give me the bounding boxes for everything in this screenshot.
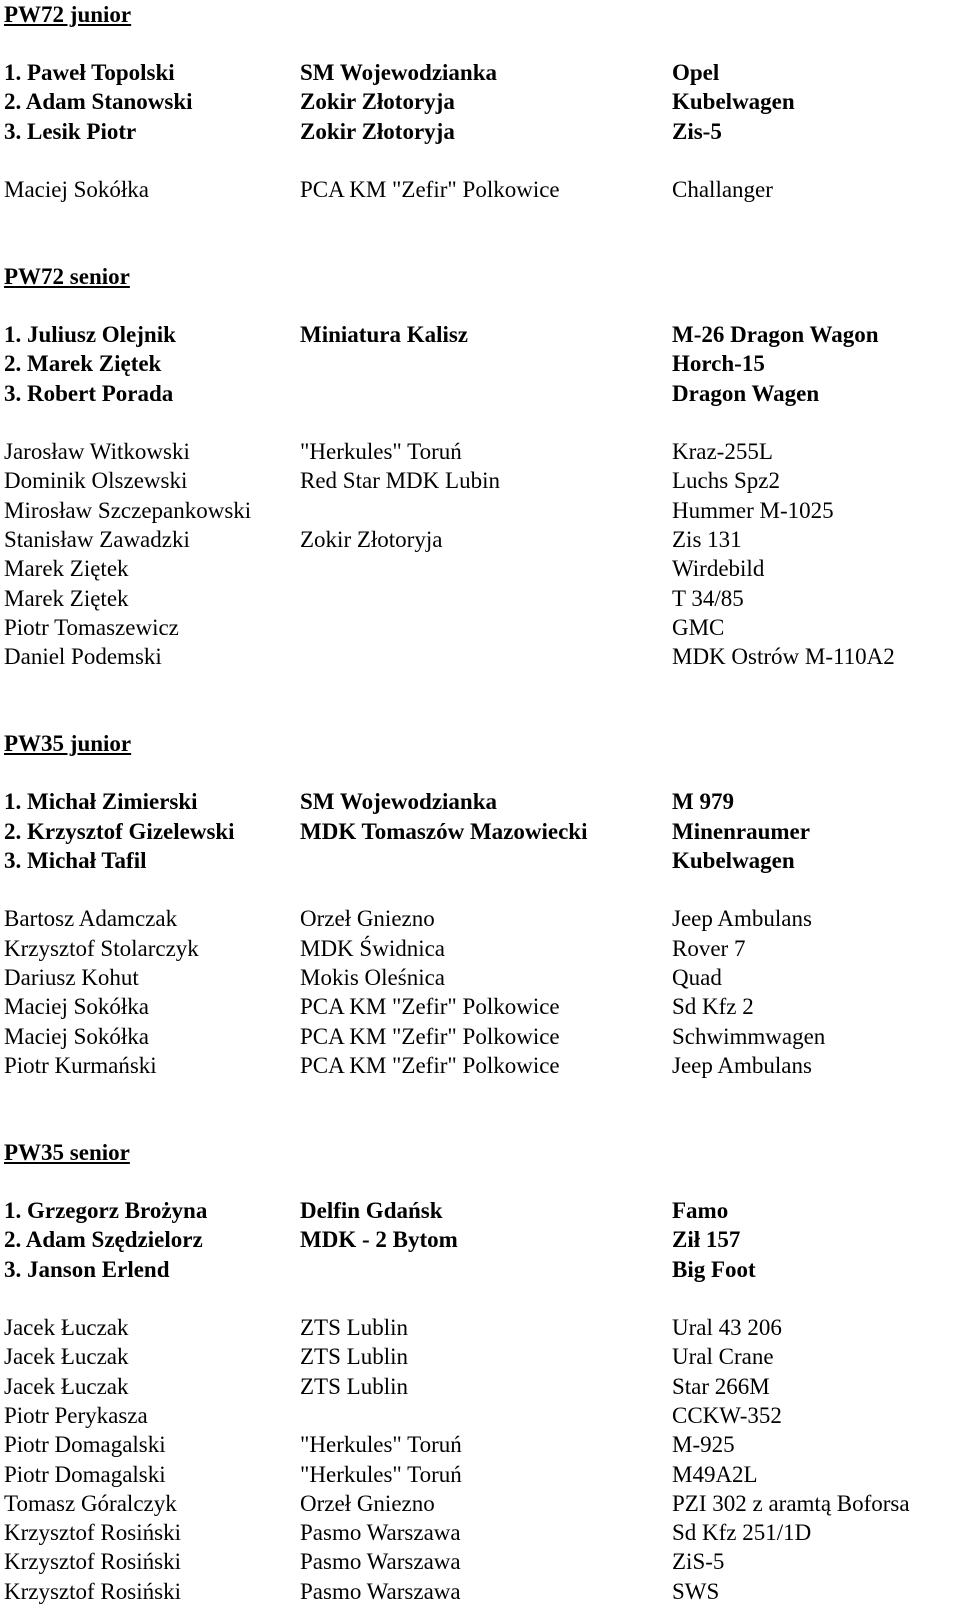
- category-heading: PW35 senior: [4, 1140, 130, 1166]
- winner-row: [0, 787, 960, 816]
- participant-name: Jacek Łuczak: [4, 1373, 129, 1399]
- model-name: CCKW-352: [672, 1402, 782, 1428]
- entry-row: [0, 613, 960, 642]
- model-name: ZiS-5: [672, 1549, 725, 1575]
- model-name: M-26 Dragon Wagon: [672, 322, 879, 348]
- model-name: Horch-15: [672, 351, 765, 377]
- model-name: M-925: [672, 1432, 735, 1458]
- participant-name: Jacek Łuczak: [4, 1315, 129, 1341]
- model-name: Opel: [672, 60, 720, 85]
- spacer: [0, 875, 960, 904]
- participant-name: Jarosław Witkowski: [4, 439, 190, 465]
- winner-row: [0, 87, 960, 116]
- club-name: PCA KM "Zefir" Polkowice: [300, 1023, 560, 1049]
- spacer: [0, 1167, 960, 1196]
- club-name: Pasmo Warszawa: [300, 1520, 461, 1546]
- club-name: MDK Świdnica: [300, 935, 446, 961]
- model-name: Zis-5: [672, 118, 722, 144]
- club-name: "Herkules" Toruń: [300, 439, 462, 465]
- participant-name: Krzysztof Rosiński: [4, 1520, 181, 1546]
- entry-row: [0, 904, 960, 933]
- entry-row: [0, 1577, 960, 1606]
- model-name: SWS: [672, 1578, 720, 1604]
- club-name: ZTS Lublin: [300, 1344, 408, 1370]
- model-name: PZI 302 z aramtą Boforsa: [672, 1490, 910, 1516]
- participant-name: Bartosz Adamczak: [4, 906, 178, 932]
- model-name: Star 266M: [672, 1373, 770, 1399]
- spacer: [0, 291, 960, 320]
- entry-row: [0, 1342, 960, 1371]
- model-name: Big Foot: [672, 1256, 756, 1282]
- model-name: Wirdebild: [672, 556, 765, 582]
- participant-name: 2. Adam Szędzielorz: [4, 1227, 203, 1253]
- category-heading: PW35 junior: [4, 731, 132, 757]
- winner-row: [0, 117, 960, 146]
- entry-row: [0, 584, 960, 613]
- entry-row: [0, 642, 960, 671]
- entry-row: [0, 554, 960, 583]
- entry-row: [0, 175, 960, 204]
- model-name: Sd Kfz 2: [672, 994, 754, 1020]
- club-name: SM Wojewodzianka: [300, 60, 498, 85]
- entry-row: [0, 1460, 960, 1489]
- model-name: Sd Kfz 251/1D: [672, 1520, 812, 1546]
- participant-name: Stanisław Zawadzki: [4, 526, 190, 552]
- participant-name: 2. Adam Stanowski: [4, 89, 193, 115]
- entry-row: [0, 1022, 960, 1051]
- participant-name: 1. Grzegorz Brożyna: [4, 1198, 208, 1224]
- club-name: MDK - 2 Bytom: [300, 1227, 458, 1253]
- spacer: [0, 29, 960, 58]
- participant-name: Krzysztof Rosiński: [4, 1578, 181, 1604]
- club-name: "Herkules" Toruń: [300, 1432, 462, 1458]
- participant-name: Piotr Domagalski: [4, 1432, 166, 1458]
- spacer: [0, 146, 960, 175]
- participant-name: 3. Robert Porada: [4, 380, 174, 406]
- club-name: Delfin Gdańsk: [300, 1198, 443, 1224]
- winner-row: [0, 379, 960, 408]
- entry-row: [0, 1313, 960, 1342]
- participant-name: Marek Ziętek: [4, 556, 129, 582]
- winner-row: [0, 1196, 960, 1225]
- model-name: Quad: [672, 964, 722, 990]
- entry-row: [0, 1051, 960, 1080]
- model-name: Kraz-255L: [672, 439, 773, 465]
- model-name: T 34/85: [672, 585, 744, 611]
- winner-row: [0, 320, 960, 349]
- category-section: [0, 729, 960, 1138]
- club-name: SM Wojewodzianka: [300, 789, 498, 815]
- participant-name: Dominik Olszewski: [4, 468, 188, 494]
- entry-row: [0, 525, 960, 554]
- model-name: Hummer M-1025: [672, 497, 834, 523]
- participant-name: Piotr Tomaszewicz: [4, 614, 179, 640]
- club-name: Orzeł Gniezno: [300, 906, 435, 932]
- model-name: Dragon Wagen: [672, 380, 820, 406]
- winner-row: [0, 817, 960, 846]
- spacer: [0, 1284, 960, 1313]
- participant-name: Daniel Podemski: [4, 644, 162, 670]
- entry-row: [0, 496, 960, 525]
- club-name: Zokir Złotoryja: [300, 89, 455, 115]
- winner-row: [0, 1225, 960, 1254]
- participant-name: Maciej Sokółka: [4, 1023, 149, 1049]
- club-name: PCA KM "Zefir" Polkowice: [300, 994, 560, 1020]
- participant-name: Maciej Sokółka: [4, 994, 149, 1020]
- category-section: [0, 262, 960, 729]
- participant-name: Maciej Sokółka: [4, 176, 149, 202]
- club-name: Mokis Oleśnica: [300, 964, 446, 990]
- winner-row: [0, 58, 960, 87]
- participant-name: 2. Krzysztof Gizelewski: [4, 818, 235, 844]
- winner-row: [0, 349, 960, 378]
- entry-row: [0, 934, 960, 963]
- club-name: Pasmo Warszawa: [300, 1549, 461, 1575]
- spacer: [0, 758, 960, 787]
- spacer: [0, 408, 960, 437]
- model-name: Challanger: [672, 176, 773, 202]
- participant-name: Krzysztof Stolarczyk: [4, 935, 199, 961]
- model-name: Rover 7: [672, 935, 746, 961]
- model-name: Jeep Ambulans: [672, 1052, 812, 1078]
- entry-row: [0, 992, 960, 1021]
- participant-name: 1. Michał Zimierski: [4, 789, 198, 815]
- entry-row: [0, 1401, 960, 1430]
- club-name: PCA KM "Zefir" Polkowice: [300, 176, 560, 202]
- winner-row: [0, 846, 960, 875]
- participant-name: Tomasz Góralczyk: [4, 1490, 177, 1516]
- participant-name: Piotr Kurmański: [4, 1052, 157, 1078]
- participant-name: Piotr Domagalski: [4, 1461, 166, 1487]
- club-name: Zokir Złotoryja: [300, 526, 443, 552]
- category-heading: PW72 senior: [4, 264, 130, 290]
- participant-name: Dariusz Kohut: [4, 964, 139, 990]
- model-name: Ural Crane: [672, 1344, 774, 1370]
- entry-row: [0, 466, 960, 495]
- model-name: M49A2L: [672, 1461, 758, 1487]
- club-name: Miniatura Kalisz: [300, 322, 469, 348]
- participant-name: 1. Paweł Topolski: [4, 60, 175, 85]
- participant-name: 3. Janson Erlend: [4, 1256, 170, 1282]
- club-name: ZTS Lublin: [300, 1315, 408, 1341]
- participant-name: 3. Michał Tafil: [4, 848, 147, 874]
- club-name: MDK Tomaszów Mazowiecki: [300, 818, 588, 844]
- entry-row: [0, 1518, 960, 1547]
- model-name: GMC: [672, 614, 725, 640]
- model-name: M 979: [672, 789, 734, 815]
- model-name: Schwimmwagen: [672, 1023, 826, 1049]
- participant-name: 2. Marek Ziętek: [4, 351, 162, 377]
- model-name: Luchs Spz2: [672, 468, 780, 494]
- category-section: [0, 1138, 960, 1606]
- entry-row: [0, 1489, 960, 1518]
- model-name: MDK Ostrów M-110A2: [672, 644, 895, 670]
- model-name: Ural 43 206: [672, 1315, 782, 1341]
- entry-row: [0, 1372, 960, 1401]
- entry-row: [0, 1547, 960, 1576]
- model-name: Famo: [672, 1198, 729, 1224]
- model-name: Kubelwagen: [672, 848, 795, 874]
- category-section: [0, 0, 960, 262]
- model-name: Kubelwagen: [672, 89, 795, 115]
- entry-row: [0, 1430, 960, 1459]
- club-name: "Herkules" Toruń: [300, 1461, 462, 1487]
- club-name: Zokir Złotoryja: [300, 118, 455, 144]
- participant-name: Krzysztof Rosiński: [4, 1549, 181, 1575]
- participant-name: 3. Lesik Piotr: [4, 118, 137, 144]
- participant-name: Piotr Perykasza: [4, 1402, 148, 1428]
- entry-row: [0, 963, 960, 992]
- club-name: Pasmo Warszawa: [300, 1578, 461, 1604]
- participant-name: Marek Ziętek: [4, 585, 129, 611]
- participant-name: Mirosław Szczepankowski: [4, 497, 252, 523]
- participant-name: Jacek Łuczak: [4, 1344, 129, 1370]
- model-name: Zis 131: [672, 526, 742, 552]
- section-spacer: [0, 1080, 960, 1138]
- section-spacer: [0, 204, 960, 262]
- club-name: Red Star MDK Lubin: [300, 468, 500, 494]
- model-name: Minenraumer: [672, 818, 810, 844]
- model-name: Ził 157: [672, 1227, 741, 1253]
- club-name: PCA KM "Zefir" Polkowice: [300, 1052, 560, 1078]
- club-name: ZTS Lublin: [300, 1373, 408, 1399]
- category-heading: PW72 junior: [4, 2, 132, 27]
- club-name: Orzeł Gniezno: [300, 1490, 435, 1516]
- participant-name: 1. Juliusz Olejnik: [4, 322, 176, 348]
- entry-row: [0, 437, 960, 466]
- model-name: Jeep Ambulans: [672, 906, 812, 932]
- winner-row: [0, 1255, 960, 1284]
- section-spacer: [0, 671, 960, 729]
